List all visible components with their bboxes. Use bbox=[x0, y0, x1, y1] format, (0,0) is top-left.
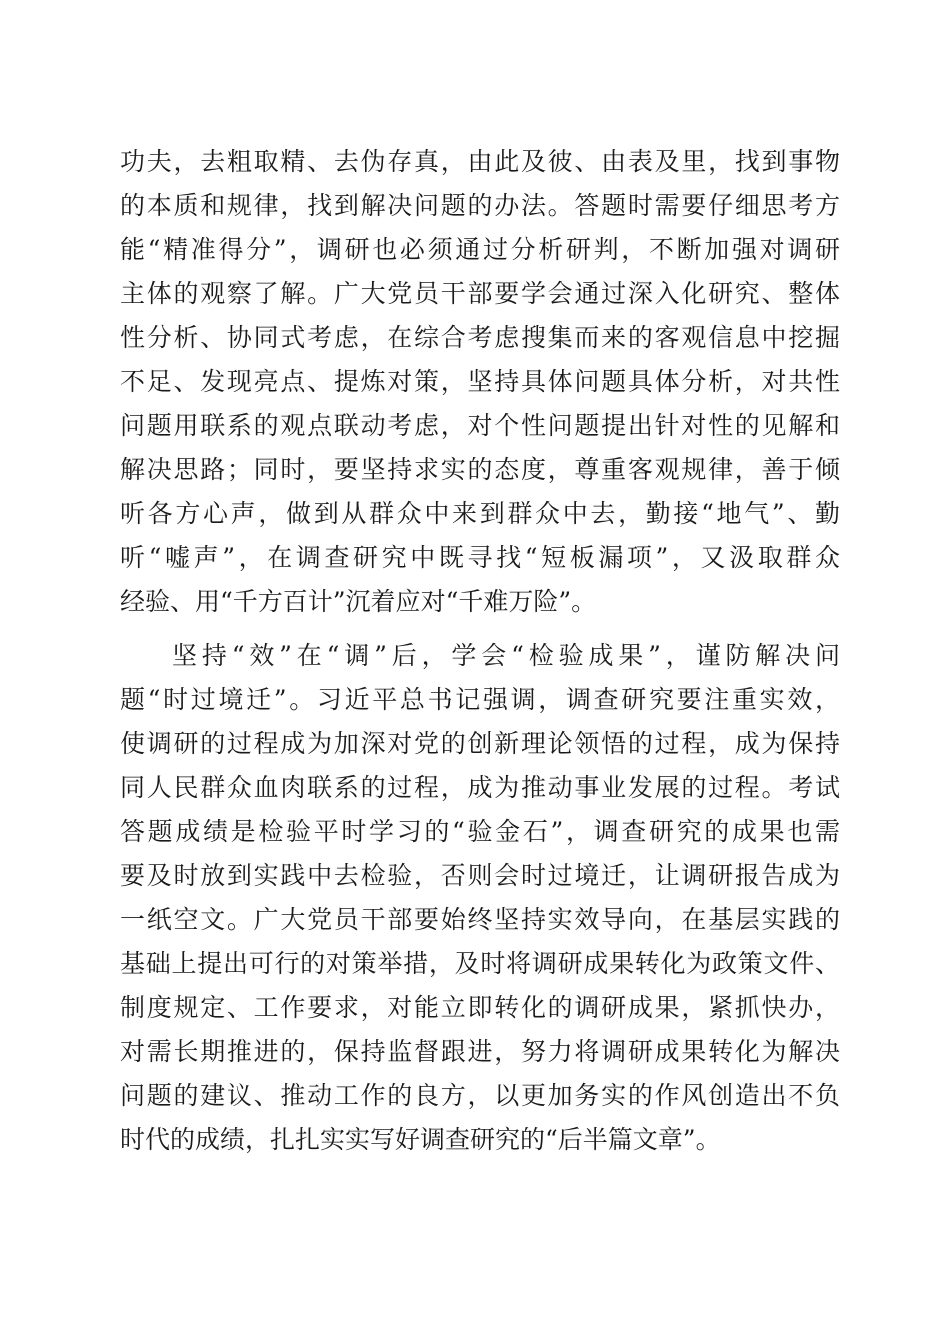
paragraph-line: 同人民群众血肉联系的过程，成为推动事业发展的过程。考试 bbox=[120, 773, 840, 802]
paragraph-line: 主体的观察了解。广大党员干部要学会通过深入化研究、整体 bbox=[120, 279, 840, 308]
paragraph-line: 问题用联系的观点联动考虑，对个性问题提出针对性的见解和 bbox=[120, 411, 840, 440]
paragraph-line: 问题的建议、推动工作的良方，以更加务实的作风创造出不负 bbox=[120, 1081, 840, 1110]
paragraph-line: 答题成绩是检验平时学习的“验金石”，调查研究的成果也需 bbox=[120, 817, 840, 846]
paragraph-line: 使调研的过程成为加深对党的创新理论领悟的过程，成为保持 bbox=[120, 729, 840, 758]
paragraph-line: 经验、用“千方百计”沉着应对“千难万险”。 bbox=[120, 587, 597, 616]
paragraph-line: 性分析、协同式考虑，在综合考虑搜集而来的客观信息中挖掘 bbox=[120, 323, 840, 352]
paragraph-line: 不足、发现亮点、提炼对策，坚持具体问题具体分析，对共性 bbox=[120, 367, 840, 396]
paragraph-line: 要及时放到实践中去检验，否则会时过境迁，让调研报告成为 bbox=[120, 861, 840, 890]
paragraph-line: 基础上提出可行的对策举措，及时将调研成果转化为政策文件、 bbox=[120, 949, 840, 978]
paragraph-line: 一纸空文。广大党员干部要始终坚持实效导向，在基层实践的 bbox=[120, 905, 840, 934]
paragraph-line: 坚持“效”在“调”后，学会“检验成果”，谨防解决问 bbox=[172, 641, 840, 670]
paragraph-line: 能“精准得分”，调研也必须通过分析研判，不断加强对调研 bbox=[120, 235, 840, 264]
paragraph-line: 解决思路；同时，要坚持求实的态度，尊重客观规律，善于倾 bbox=[120, 455, 840, 484]
paragraph-line: 制度规定、工作要求，对能立即转化的调研成果，紧抓快办， bbox=[120, 993, 840, 1022]
paragraph-line: 时代的成绩，扎扎实实写好调查研究的“后半篇文章”。 bbox=[120, 1125, 721, 1154]
paragraph-line: 功夫，去粗取精、去伪存真，由此及彼、由表及里，找到事物 bbox=[120, 147, 840, 176]
paragraph-line: 听“嘘声”，在调查研究中既寻找“短板漏项”，又汲取群众 bbox=[120, 543, 840, 572]
paragraph-line: 听各方心声，做到从群众中来到群众中去，勤接“地气”、勤 bbox=[120, 499, 840, 528]
paragraph-line: 的本质和规律，找到解决问题的办法。答题时需要仔细思考方 bbox=[120, 191, 840, 220]
paragraph-line: 题“时过境迁”。习近平总书记强调，调查研究要注重实效， bbox=[120, 685, 840, 714]
paragraph-line: 对需长期推进的，保持监督跟进，努力将调研成果转化为解决 bbox=[120, 1037, 840, 1066]
